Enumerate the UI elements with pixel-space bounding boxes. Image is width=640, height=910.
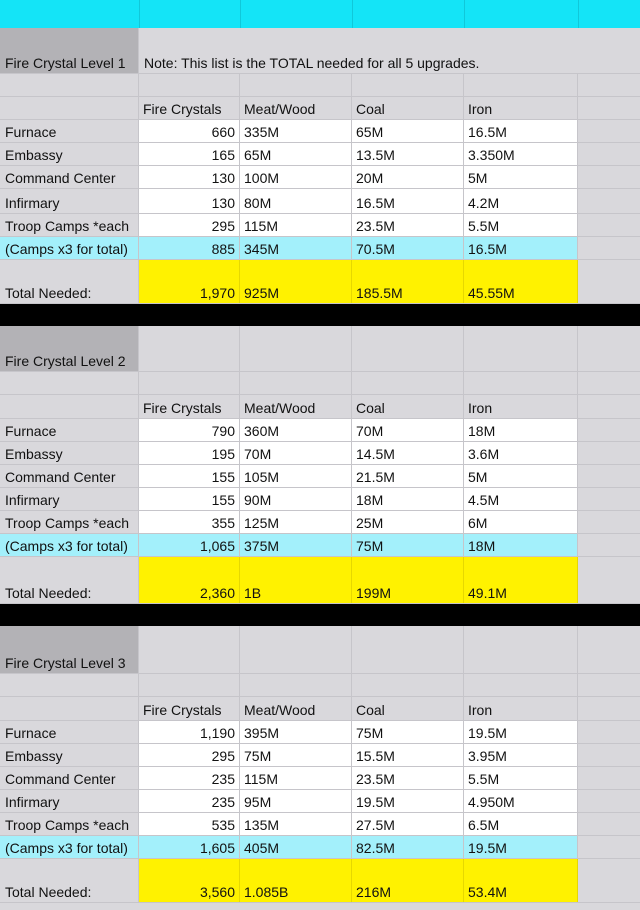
iron-cell[interactable]: 3.95M	[464, 744, 578, 766]
coal-cell[interactable]: 75M	[352, 534, 464, 556]
camps-total-row	[0, 237, 640, 260]
coal-cell[interactable]: 16.5M	[352, 189, 464, 213]
table-row	[0, 511, 640, 534]
iron-cell[interactable]: 4.950M	[464, 790, 578, 812]
fire-crystals-cell[interactable]: 790	[139, 419, 240, 441]
meat-wood-cell[interactable]: 90M	[240, 488, 352, 510]
coal-cell[interactable]: 82.5M	[352, 836, 464, 858]
coal-cell[interactable]: 199M	[352, 557, 464, 603]
header-row	[0, 395, 640, 419]
table-row	[0, 120, 640, 143]
header-iron[interactable]: Iron	[464, 697, 578, 720]
table-row	[0, 143, 640, 166]
iron-cell[interactable]: 4.2M	[464, 189, 578, 213]
meat-wood-cell[interactable]: 395M	[240, 721, 352, 743]
header-meat-wood[interactable]: Meat/Wood	[240, 395, 352, 418]
coal-cell[interactable]: 15.5M	[352, 744, 464, 766]
header-coal[interactable]: Coal	[352, 97, 464, 119]
fire-crystals-cell[interactable]: 295	[139, 744, 240, 766]
iron-cell[interactable]: 16.5M	[464, 237, 578, 259]
iron-cell[interactable]: 45.55M	[464, 260, 578, 303]
iron-cell[interactable]: 6M	[464, 511, 578, 533]
meat-wood-cell[interactable]: 95M	[240, 790, 352, 812]
table-row	[0, 744, 640, 767]
meat-wood-cell[interactable]: 375M	[240, 534, 352, 556]
header-coal[interactable]: Coal	[352, 395, 464, 418]
table-row	[0, 465, 640, 488]
iron-cell[interactable]: 5.5M	[464, 214, 578, 236]
meat-wood-cell[interactable]: 115M	[240, 214, 352, 236]
meat-wood-cell[interactable]: 65M	[240, 143, 352, 165]
section-divider	[0, 304, 640, 326]
fire-crystals-cell[interactable]: 1,065	[139, 534, 240, 556]
coal-cell[interactable]: 70M	[352, 419, 464, 441]
row-label[interactable]: Troop Camps *each	[0, 813, 139, 835]
camps-total-row	[0, 836, 640, 859]
row-label[interactable]: Infirmary	[0, 790, 139, 812]
coal-cell[interactable]: 216M	[352, 859, 464, 902]
table-row	[0, 442, 640, 465]
row-label[interactable]: Command Center	[0, 166, 139, 188]
iron-cell[interactable]: 4.5M	[464, 488, 578, 510]
row-label[interactable]: Command Center	[0, 767, 139, 789]
row-label[interactable]: Embassy	[0, 143, 139, 165]
fire-crystals-cell[interactable]: 1,970	[139, 260, 240, 303]
coal-cell[interactable]: 18M	[352, 488, 464, 510]
fire-crystals-cell[interactable]: 355	[139, 511, 240, 533]
spacer-row	[0, 372, 640, 395]
fire-crystals-cell[interactable]: 2,360	[139, 557, 240, 603]
meat-wood-cell[interactable]: 925M	[240, 260, 352, 303]
section-title-row	[0, 626, 640, 674]
table-row	[0, 189, 640, 214]
spreadsheet	[0, 28, 640, 903]
table-row	[0, 419, 640, 442]
section-title-row	[0, 28, 640, 74]
header-fire-crystals[interactable]: Fire Crystals	[139, 97, 240, 119]
row-label[interactable]: Infirmary	[0, 488, 139, 510]
camps-total-row	[0, 534, 640, 557]
total-needed-row	[0, 557, 640, 604]
note-text[interactable]: Note: This list is the TOTAL needed for all 5 upgrades.	[144, 55, 480, 71]
header-iron[interactable]: Iron	[464, 395, 578, 418]
row-label[interactable]: (Camps x3 for total)	[0, 534, 139, 556]
table-row	[0, 790, 640, 813]
section-title[interactable]: Fire Crystal Level 3	[0, 626, 139, 673]
iron-cell[interactable]: 3.350M	[464, 143, 578, 165]
row-label[interactable]: Embassy	[0, 744, 139, 766]
top-bar	[0, 0, 640, 28]
meat-wood-cell[interactable]: 405M	[240, 836, 352, 858]
coal-cell[interactable]: 19.5M	[352, 790, 464, 812]
total-needed-row	[0, 859, 640, 903]
coal-cell[interactable]: 70.5M	[352, 237, 464, 259]
iron-cell[interactable]: 19.5M	[464, 836, 578, 858]
coal-cell[interactable]: 25M	[352, 511, 464, 533]
meat-wood-cell[interactable]: 115M	[240, 767, 352, 789]
row-label[interactable]: Furnace	[0, 419, 139, 441]
fire-crystals-cell[interactable]: 235	[139, 767, 240, 789]
iron-cell[interactable]: 5.5M	[464, 767, 578, 789]
row-label[interactable]: Infirmary	[0, 189, 139, 213]
meat-wood-cell[interactable]: 135M	[240, 813, 352, 835]
iron-cell[interactable]: 18M	[464, 534, 578, 556]
total-needed-row	[0, 260, 640, 304]
coal-cell[interactable]: 23.5M	[352, 767, 464, 789]
table-row	[0, 813, 640, 836]
spacer-row	[0, 674, 640, 697]
header-row	[0, 697, 640, 721]
fire-crystals-cell[interactable]: 1,190	[139, 721, 240, 743]
row-label[interactable]: Command Center	[0, 465, 139, 487]
fire-crystals-cell[interactable]: 195	[139, 442, 240, 464]
table-row	[0, 767, 640, 790]
iron-cell[interactable]: 18M	[464, 419, 578, 441]
meat-wood-cell[interactable]: 125M	[240, 511, 352, 533]
header-row	[0, 97, 640, 120]
row-label[interactable]: Troop Camps *each	[0, 214, 139, 236]
iron-cell[interactable]: 6.5M	[464, 813, 578, 835]
header-iron[interactable]: Iron	[464, 97, 578, 119]
meat-wood-cell[interactable]: 80M	[240, 189, 352, 213]
section-divider	[0, 604, 640, 626]
header-meat-wood[interactable]: Meat/Wood	[240, 697, 352, 720]
fire-crystals-cell[interactable]: 155	[139, 488, 240, 510]
fire-crystals-cell[interactable]: 155	[139, 465, 240, 487]
fire-crystals-cell[interactable]: 885	[139, 237, 240, 259]
table-row	[0, 214, 640, 237]
fire-crystals-cell[interactable]: 660	[139, 120, 240, 142]
coal-cell[interactable]: 23.5M	[352, 214, 464, 236]
meat-wood-cell[interactable]: 75M	[240, 744, 352, 766]
fire-crystals-cell[interactable]: 130	[139, 166, 240, 188]
row-label[interactable]: Total Needed:	[0, 557, 139, 603]
coal-cell[interactable]: 27.5M	[352, 813, 464, 835]
coal-cell[interactable]: 20M	[352, 166, 464, 188]
header-coal[interactable]: Coal	[352, 697, 464, 720]
iron-cell[interactable]: 19.5M	[464, 721, 578, 743]
coal-cell[interactable]: 13.5M	[352, 143, 464, 165]
row-label[interactable]: Troop Camps *each	[0, 511, 139, 533]
section-title-row	[0, 326, 640, 372]
coal-cell[interactable]: 75M	[352, 721, 464, 743]
row-label[interactable]: Furnace	[0, 721, 139, 743]
iron-cell[interactable]: 5M	[464, 166, 578, 188]
header-fire-crystals[interactable]: Fire Crystals	[139, 697, 240, 720]
header-fire-crystals[interactable]: Fire Crystals	[139, 395, 240, 418]
row-label[interactable]: Furnace	[0, 120, 139, 142]
fire-crystals-cell[interactable]: 295	[139, 214, 240, 236]
row-label[interactable]: Total Needed:	[0, 260, 139, 303]
coal-cell[interactable]: 21.5M	[352, 465, 464, 487]
row-label[interactable]: Total Needed:	[0, 859, 139, 902]
fire-crystals-cell[interactable]: 535	[139, 813, 240, 835]
iron-cell[interactable]: 16.5M	[464, 120, 578, 142]
fire-crystals-cell[interactable]: 235	[139, 790, 240, 812]
iron-cell[interactable]: 49.1M	[464, 557, 578, 603]
iron-cell[interactable]: 5M	[464, 465, 578, 487]
table-row	[0, 721, 640, 744]
meat-wood-cell[interactable]: 1B	[240, 557, 352, 603]
coal-cell[interactable]: 185.5M	[352, 260, 464, 303]
section-title[interactable]: Fire Crystal Level 2	[0, 326, 139, 371]
row-label[interactable]: Embassy	[0, 442, 139, 464]
fire-crystals-cell[interactable]: 165	[139, 143, 240, 165]
meat-wood-cell[interactable]: 70M	[240, 442, 352, 464]
iron-cell[interactable]: 3.6M	[464, 442, 578, 464]
meat-wood-cell[interactable]: 100M	[240, 166, 352, 188]
row-label[interactable]: (Camps x3 for total)	[0, 237, 139, 259]
row-label[interactable]: (Camps x3 for total)	[0, 836, 139, 858]
meat-wood-cell[interactable]: 105M	[240, 465, 352, 487]
table-row	[0, 166, 640, 189]
fire-crystals-cell[interactable]: 130	[139, 189, 240, 213]
coal-cell[interactable]: 14.5M	[352, 442, 464, 464]
meat-wood-cell[interactable]: 1.085B	[240, 859, 352, 902]
table-row	[0, 488, 640, 511]
meat-wood-cell[interactable]: 360M	[240, 419, 352, 441]
spacer-row	[0, 74, 640, 97]
iron-cell[interactable]: 53.4M	[464, 859, 578, 902]
header-meat-wood[interactable]: Meat/Wood	[240, 97, 352, 119]
coal-cell[interactable]: 65M	[352, 120, 464, 142]
fire-crystals-cell[interactable]: 3,560	[139, 859, 240, 902]
fire-crystals-cell[interactable]: 1,605	[139, 836, 240, 858]
section-title[interactable]: Fire Crystal Level 1	[0, 28, 139, 73]
meat-wood-cell[interactable]: 345M	[240, 237, 352, 259]
meat-wood-cell[interactable]: 335M	[240, 120, 352, 142]
